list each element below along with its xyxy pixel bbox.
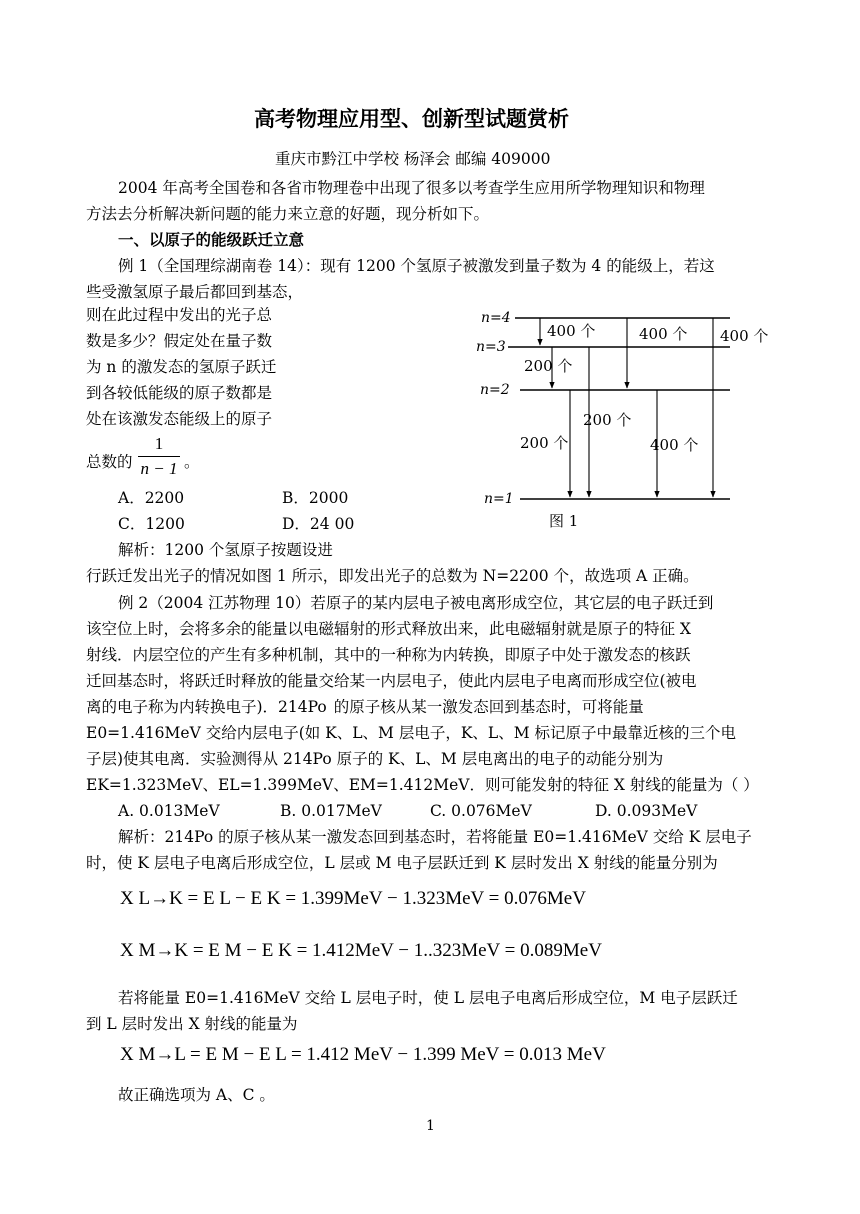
example2-option-c: C. 0.076MeV: [430, 802, 532, 820]
figure-caption: 图 1: [549, 512, 579, 530]
transition-label-4-3: 400 个: [547, 322, 596, 340]
example2-option-a: A. 0.013MeV: [118, 802, 220, 820]
example1-option-a: A．2200: [118, 489, 185, 507]
transition-label-3-1: 200 个: [583, 411, 632, 429]
equation-2: X M→K = E M − E K = 1.412MeV − 1..323MeV = 0.089MeV: [120, 940, 602, 961]
level-label-n2: n=2: [480, 382, 510, 398]
transition-label-3-2: 200 个: [524, 357, 573, 375]
equation-1: X L→K = E L − E K = 1.399MeV − 1.323MeV = 0.076MeV: [120, 888, 586, 909]
example2-line-3: 射线．内层空位的产生有多种机制，其中的一种称为内转换，即原子中处于激发态的核跃: [86, 646, 691, 664]
example2-line-1: 例 2（2004 江苏物理 10）若原子的某内层电子被电离形成空位，其它层的电子跃迁到: [118, 594, 714, 612]
fraction-denominator: n − 1: [140, 459, 178, 478]
intro-line-1: 2004 年高考全国卷和各省市物理卷中出现了很多以考查学生应用所学物理知识和物理: [118, 179, 705, 197]
fraction-suffix: 。: [184, 453, 200, 471]
fraction-bar: [138, 456, 180, 457]
example2-analysis-line-2: 时，使 K 层电子电离后形成空位，L 层或 M 电子层跃迁到 K 层时发出 X 射线的能量分别为: [86, 854, 718, 872]
example2-analysis2-line-2: 到 L 层时发出 X 射线的能量为: [86, 1015, 298, 1033]
level-label-n3: n=3: [476, 339, 506, 355]
transition-label-2-1-a: 200 个: [520, 434, 569, 452]
example1-analysis-line-2: 行跃迁发出光子的情况如图 1 所示，即发出光子的总数为 N=2200 个，故选项 A 正确。: [86, 567, 699, 585]
example1-line-1: 例 1（全国理综湖南卷 14）：现有 1200 个氢原子被激发到量子数为 4 的能级上，若这: [118, 257, 715, 275]
level-label-n4: n=4: [481, 310, 511, 326]
example1-left-line-1: 则在此过程中发出的光子总: [86, 306, 273, 324]
fraction-numerator: 1: [154, 434, 164, 453]
example1-left-line-5: 处在该激发态能级上的原子: [86, 410, 273, 428]
equation-3: X M→L = E M − E L = 1.412 MeV − 1.399 MeV = 0.013 MeV: [120, 1044, 606, 1065]
example2-option-d: D. 0.093MeV: [595, 802, 698, 820]
example1-analysis-line-1: 解析：1200 个氢原子按题设进: [118, 541, 333, 559]
author-line: 重庆市黔江中学校 杨泽会 邮编 409000: [275, 150, 551, 168]
example2-line-4: 迁回基态时，将跃迁时释放的能量交给某一内层电子，使此内层电子电离而形成空位(被电: [86, 672, 697, 690]
example2-analysis2-line-1: 若将能量 E0=1.416MeV 交给 L 层电子时，使 L 层电子电离后形成空位，M 电子层跃迁: [118, 989, 738, 1007]
example1-option-d: D．24 00: [282, 515, 355, 533]
example2-line-2: 该空位上时，会将多余的能量以电磁辐射的形式释放出来，此电磁辐射就是原子的特征 X: [86, 620, 691, 638]
page-number: 1: [426, 1118, 435, 1134]
example2-line-8: EK=1.323MeV、EL=1.399MeV、EM=1.412MeV．则可能发射的特征 X 射线的能量为（ ）: [86, 776, 759, 794]
transition-label-4-2: 400 个: [639, 325, 688, 343]
example1-left-line-3: 为 n 的激发态的氢原子跃迁: [86, 358, 277, 376]
example1-line-2: 些受激氢原子最后都回到基态，: [86, 283, 304, 301]
conclusion: 故正确选项为 A、C 。: [118, 1086, 275, 1104]
fraction: [136, 433, 182, 480]
example1-option-c: C．1200: [118, 515, 185, 533]
level-label-n1: n=1: [484, 491, 514, 507]
page-title: 高考物理应用型、创新型试题赏析: [254, 107, 569, 131]
example2-line-7: 子层)使其电离．实验测得从 214Po 原子的 K、L、M 层电离出的电子的动能分别为: [86, 750, 664, 768]
example1-left-line-4: 到各较低能级的原子数都是: [86, 384, 273, 402]
section-heading-1: 一、以原子的能级跃迁立意: [118, 230, 305, 249]
example1-option-b: B．2000: [282, 489, 349, 507]
intro-line-2: 方法去分析解决新问题的能力来立意的好题，现分析如下。: [86, 205, 490, 223]
transition-label-2-1-b: 400 个: [650, 436, 699, 454]
example2-line-6: E0=1.416MeV 交给内层电子(如 K、L、M 层电子，K、L、M 标记原子中最靠近核的三个电: [86, 724, 737, 742]
fraction-prefix: 总数的: [86, 453, 133, 471]
example2-option-b: B. 0.017MeV: [280, 802, 382, 820]
example1-left-line-2: 数是多少？假定处在量子数: [86, 332, 273, 350]
example2-line-5: 离的电子称为内转换电子)．214Po 的原子核从某一激发态回到基态时，可将能量: [86, 698, 644, 716]
transition-label-4-1: 400 个: [720, 327, 769, 345]
example2-analysis-line-1: 解析：214Po 的原子核从某一激发态回到基态时，若将能量 E0=1.416MeV 交给 K 层电子: [118, 828, 752, 846]
